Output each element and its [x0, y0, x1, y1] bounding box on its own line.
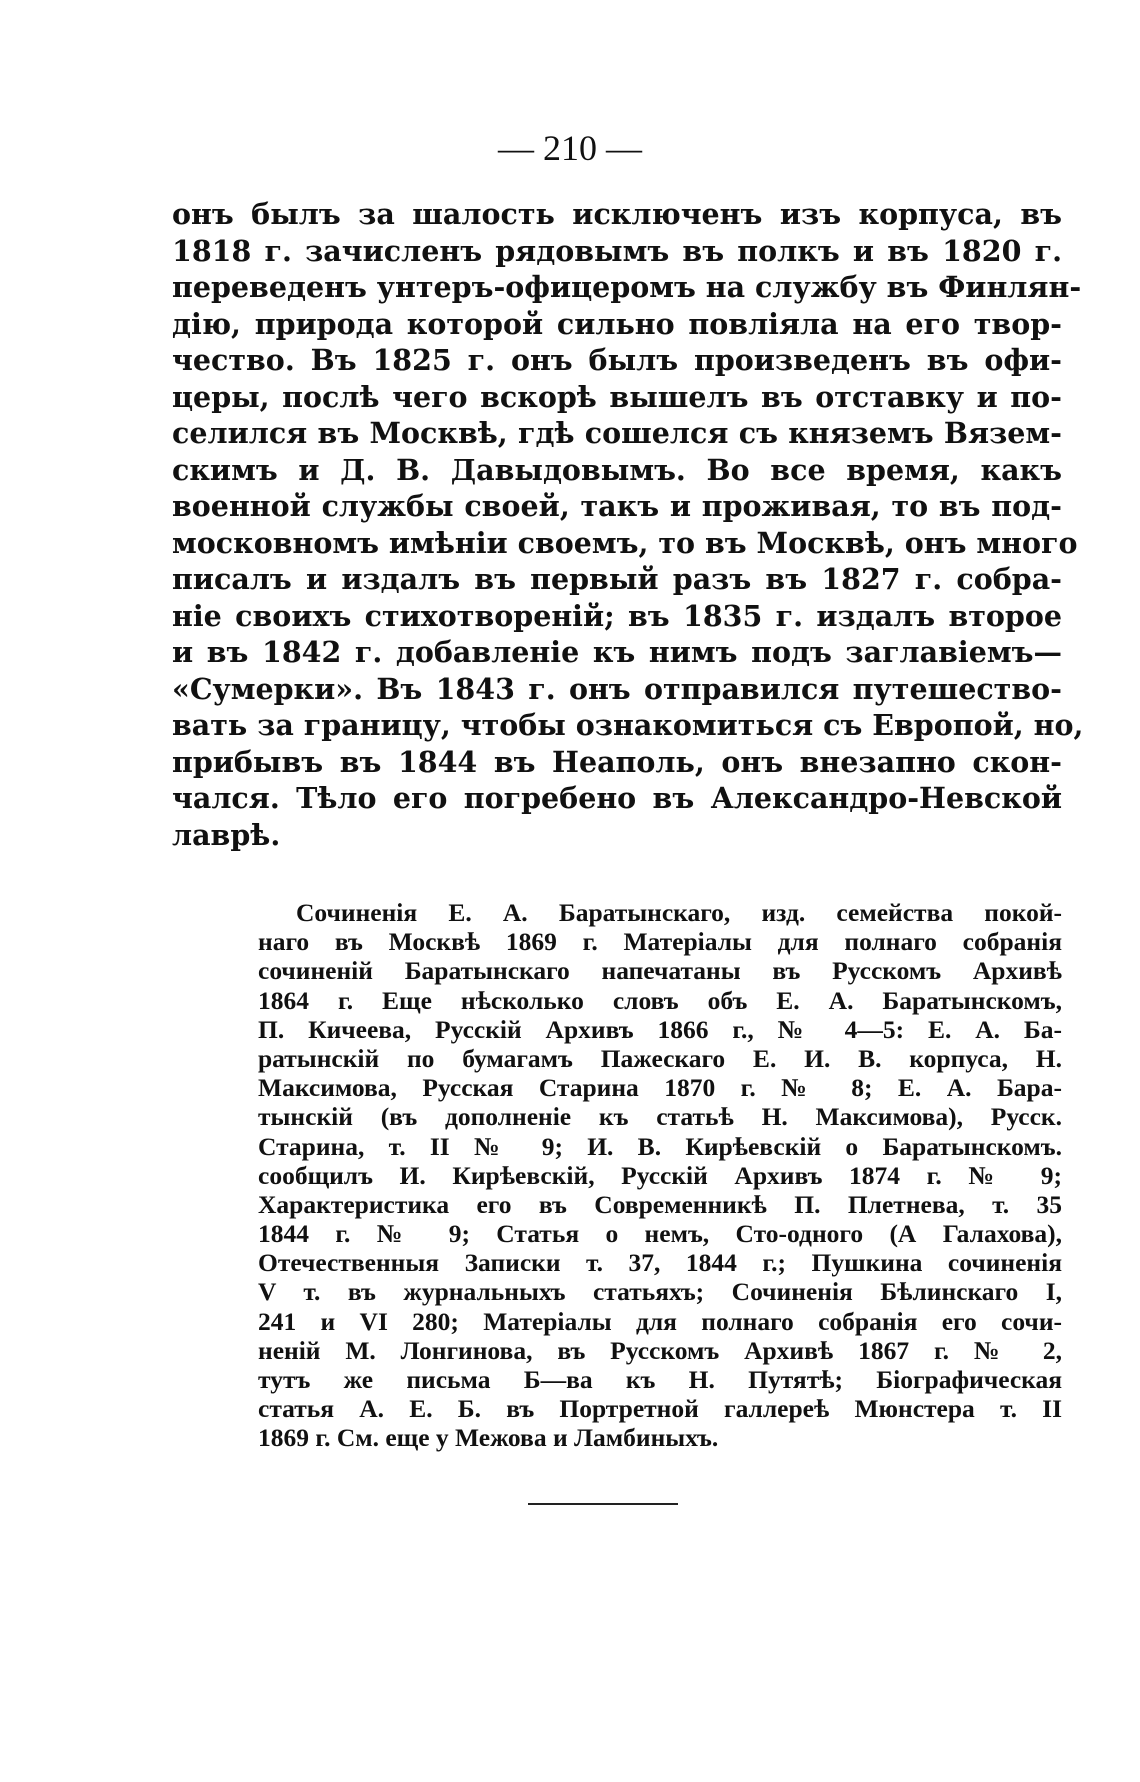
reference-line: наго въ Москвѣ 1869 г. Матеріалы для полнаго собранія — [258, 927, 1062, 957]
reference-line: сообщилъ И. Кирѣевскій, Русскій Архивъ 1874 г. № 9; — [258, 1160, 1062, 1190]
text-line: московномъ имѣніи своемъ, то въ Москвѣ, онъ много — [172, 525, 1078, 560]
text-line: прибывъ въ 1844 въ Неаполь, онъ внезапно скон- — [172, 744, 1062, 779]
text-line: дію, природа которой сильно повліяла на его твор- — [172, 306, 1062, 341]
text-line: лаврѣ. — [172, 817, 281, 852]
reference-line: Максимова, Русская Старина 1870 г. № 8; Е. А. Бара- — [258, 1073, 1062, 1103]
text-line: военной службы своей, такъ и проживая, то въ под- — [172, 489, 1062, 523]
reference-line: Сочиненія Е. А. Баратынскаго, изд. семейства покой- — [296, 898, 1062, 927]
reference-line: статья А. Е. Б. въ Портретной галлереѣ Мюнстера т. II — [258, 1394, 1062, 1424]
reference-line: Характеристика его въ Современникѣ П. Плетнева, т. 35 — [258, 1189, 1062, 1219]
text-line: чество. Въ 1825 г. онъ былъ произведенъ въ офи- — [172, 343, 1062, 377]
text-line: скимъ и Д. В. Давыдовымъ. Во все время, какъ — [172, 452, 1062, 487]
reference-line: неній М. Лонгинова, въ Русскомъ Архивѣ 1867 г. № 2, — [258, 1335, 1062, 1365]
text-line: и въ 1842 г. добавленіе къ нимъ подъ заглавіемъ— — [172, 635, 1062, 669]
text-line: «Сумерки». Въ 1843 г. онъ отправился путешество- — [172, 671, 1062, 706]
reference-line: ратынскій по бумагамъ Пажескаго Е. И. В. корпуса, Н. — [258, 1043, 1062, 1073]
text-line: 1818 г. зачисленъ рядовымъ въ полкъ и въ 1820 г. — [172, 233, 1062, 268]
text-line: ніе своихъ стихотвореній; въ 1835 г. издалъ второе — [172, 598, 1062, 633]
reference-line: Старина, т. II № 9; И. В. Кирѣевскій о Баратынскомъ. — [258, 1131, 1062, 1161]
reference-line: тутъ же письма Б—ва къ Н. Путятѣ; Біографическая — [258, 1365, 1062, 1394]
reference-line: 1864 г. Еще нѣсколько словъ объ Е. А. Баратынскомъ, — [258, 985, 1062, 1015]
section-divider — [528, 1503, 678, 1505]
text-line: онъ былъ за шалость исключенъ изъ корпуса, въ — [172, 197, 1062, 231]
reference-line: тынскій (въ дополненіе къ статьѣ Н. Максимова), Русск. — [258, 1102, 1062, 1132]
reference-line: 1844 г. № 9; Статья о немъ, Сто-одного (А Галахова), — [258, 1219, 1062, 1249]
reference-line: 1869 г. См. еще у Межова и Ламбиныхъ. — [258, 1423, 719, 1453]
text-line: селился въ Москвѣ, гдѣ сошелся съ княземъ Вязем- — [172, 416, 1062, 450]
bibliography-note — [258, 898, 1062, 1453]
reference-line: сочиненій Баратынскаго напечатаны въ Русскомъ Архивѣ — [258, 956, 1062, 986]
reference-line: Отечественныя Записки т. 37, 1844 г.; Пушкина сочиненія — [258, 1248, 1062, 1278]
text-line: церы, послѣ чего вскорѣ вышелъ въ отставку и по- — [172, 379, 1062, 414]
page-number: — 210 — — [498, 128, 642, 168]
text-line: переведенъ унтеръ-офицеромъ на службу въ Финлян- — [172, 270, 1082, 304]
reference-line: 241 и VI 280; Матеріалы для полнаго собранія его сочи- — [258, 1306, 1062, 1336]
reference-line: П. Кичеева, Русскій Архивъ 1866 г., № 4—5: Е. А. Ба- — [258, 1014, 1062, 1044]
text-line: вать за границу, чтобы ознакомиться съ Европой, но, — [172, 708, 1084, 742]
text-line: чался. Тѣло его погребено въ Александро-Невской — [172, 781, 1062, 815]
text-line: писалъ и издалъ въ первый разъ въ 1827 г. собра- — [172, 562, 1062, 596]
main-paragraph — [172, 196, 1084, 853]
reference-line: V т. въ журнальныхъ статьяхъ; Сочиненія Бѣлинскаго I, — [258, 1277, 1062, 1307]
